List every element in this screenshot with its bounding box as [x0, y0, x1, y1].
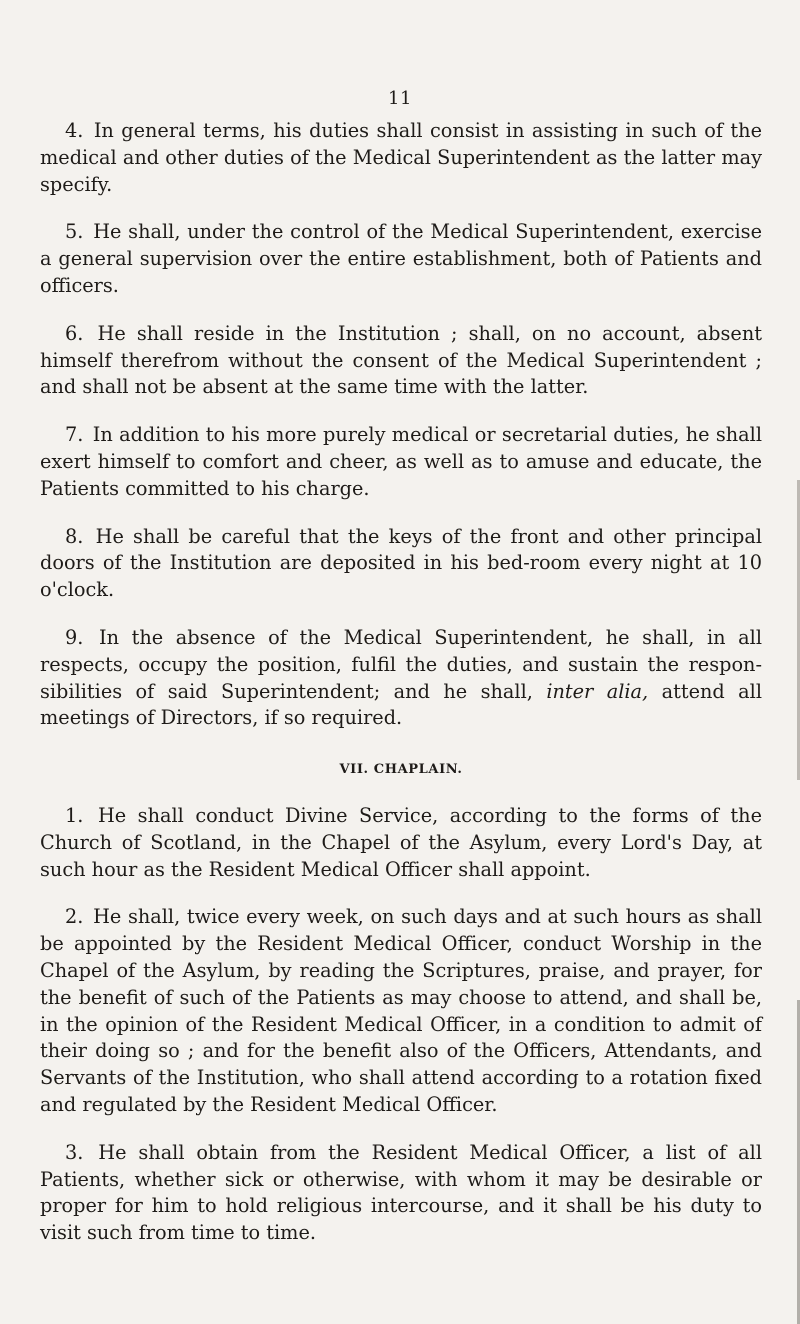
paragraph-number: 6. [65, 321, 84, 345]
paragraph-text: attend all meetings of Directors, if so required. [40, 679, 763, 730]
numbered-paragraph [40, 219, 762, 299]
page-content [40, 118, 762, 1268]
numbered-paragraph [40, 118, 762, 198]
numbered-paragraph [40, 524, 762, 604]
paragraph-number: 8. [65, 524, 84, 548]
page-number: 11 [388, 88, 412, 109]
paragraph-number: 5. [65, 220, 84, 244]
numbered-paragraph [40, 625, 762, 732]
paragraph-text: He shall reside in the Institution ; shall, on no account, absent himself therefrom without the consent of the Medical Superintendent ; and shall not be absent at the same time with the latter. [40, 321, 762, 399]
paragraph-number: 9. [65, 625, 84, 649]
numbered-paragraph [40, 1140, 762, 1247]
paragraph-text: In general terms, his duties shall consist in assisting in such of the medical and other duties of the Medical Superintendent as the latter may specify. [40, 119, 762, 196]
italic-phrase: inter alia, [546, 679, 649, 703]
numbered-paragraph [40, 904, 762, 1118]
paragraph-number: 2. [65, 905, 84, 929]
paragraph-text: He shall be careful that the keys of the front and other principal doors of the Institution are deposited in his bed-room every night at 10 o'clock. [40, 524, 762, 602]
paragraph-text: In addition to his more purely medical or secretarial duties, he shall exert himself to comfort and cheer, as well as to amuse and educate, the Patients committed to his charge. [40, 423, 762, 500]
paragraph-text: In the absence of the Medical Superintendent, he shall, in all respects, occupy the position, fulfil the duties, and sustain the respon-sibilities of said Superintendent; and he shall, [40, 625, 762, 703]
section-heading: VII. CHAPLAIN. [339, 762, 463, 778]
paragraph-number: 1. [65, 803, 84, 827]
numbered-paragraph [40, 321, 762, 401]
numbered-paragraph [40, 422, 762, 502]
paragraph-number: 3. [65, 1140, 84, 1164]
paragraph-text: He shall obtain from the Resident Medical Officer, a list of all Patients, whether sick or otherwise, with whom it may be desirable or proper for him to hold religious intercourse, and it shall be his duty to visit such from time to time. [40, 1140, 762, 1245]
paragraph-text: He shall conduct Divine Service, according to the forms of the Church of Scotland, in the Chapel of the Asylum, every Lord's Day, at such hour as the Resident Medical Officer shall appoint. [40, 803, 762, 881]
numbered-paragraph [40, 803, 762, 883]
paragraph-text: He shall, under the control of the Medical Superintendent, exercise a general supervision over the entire establishment, both of Patients and officers. [40, 220, 762, 297]
paragraph-text: He shall, twice every week, on such days and at such hours as shall be appointed by the Resident Medical Officer, conduct Worship in the Chapel of the Asylum, by reading the Scriptures, praise, and prayer, for the benefit of such of the Patients as may choose to attend, and shall be, in the opinion of the Resident Medical Officer, in a condition to admit of their doing so ; and for the benefit also of the Officers, Attendants, and Servants of the Institution, who shall attend according to a rotation fixed and regulated by the Resident Medical Officer. [40, 905, 762, 1116]
paragraph-number: 7. [65, 423, 84, 447]
paragraph-number: 4. [65, 119, 84, 142]
